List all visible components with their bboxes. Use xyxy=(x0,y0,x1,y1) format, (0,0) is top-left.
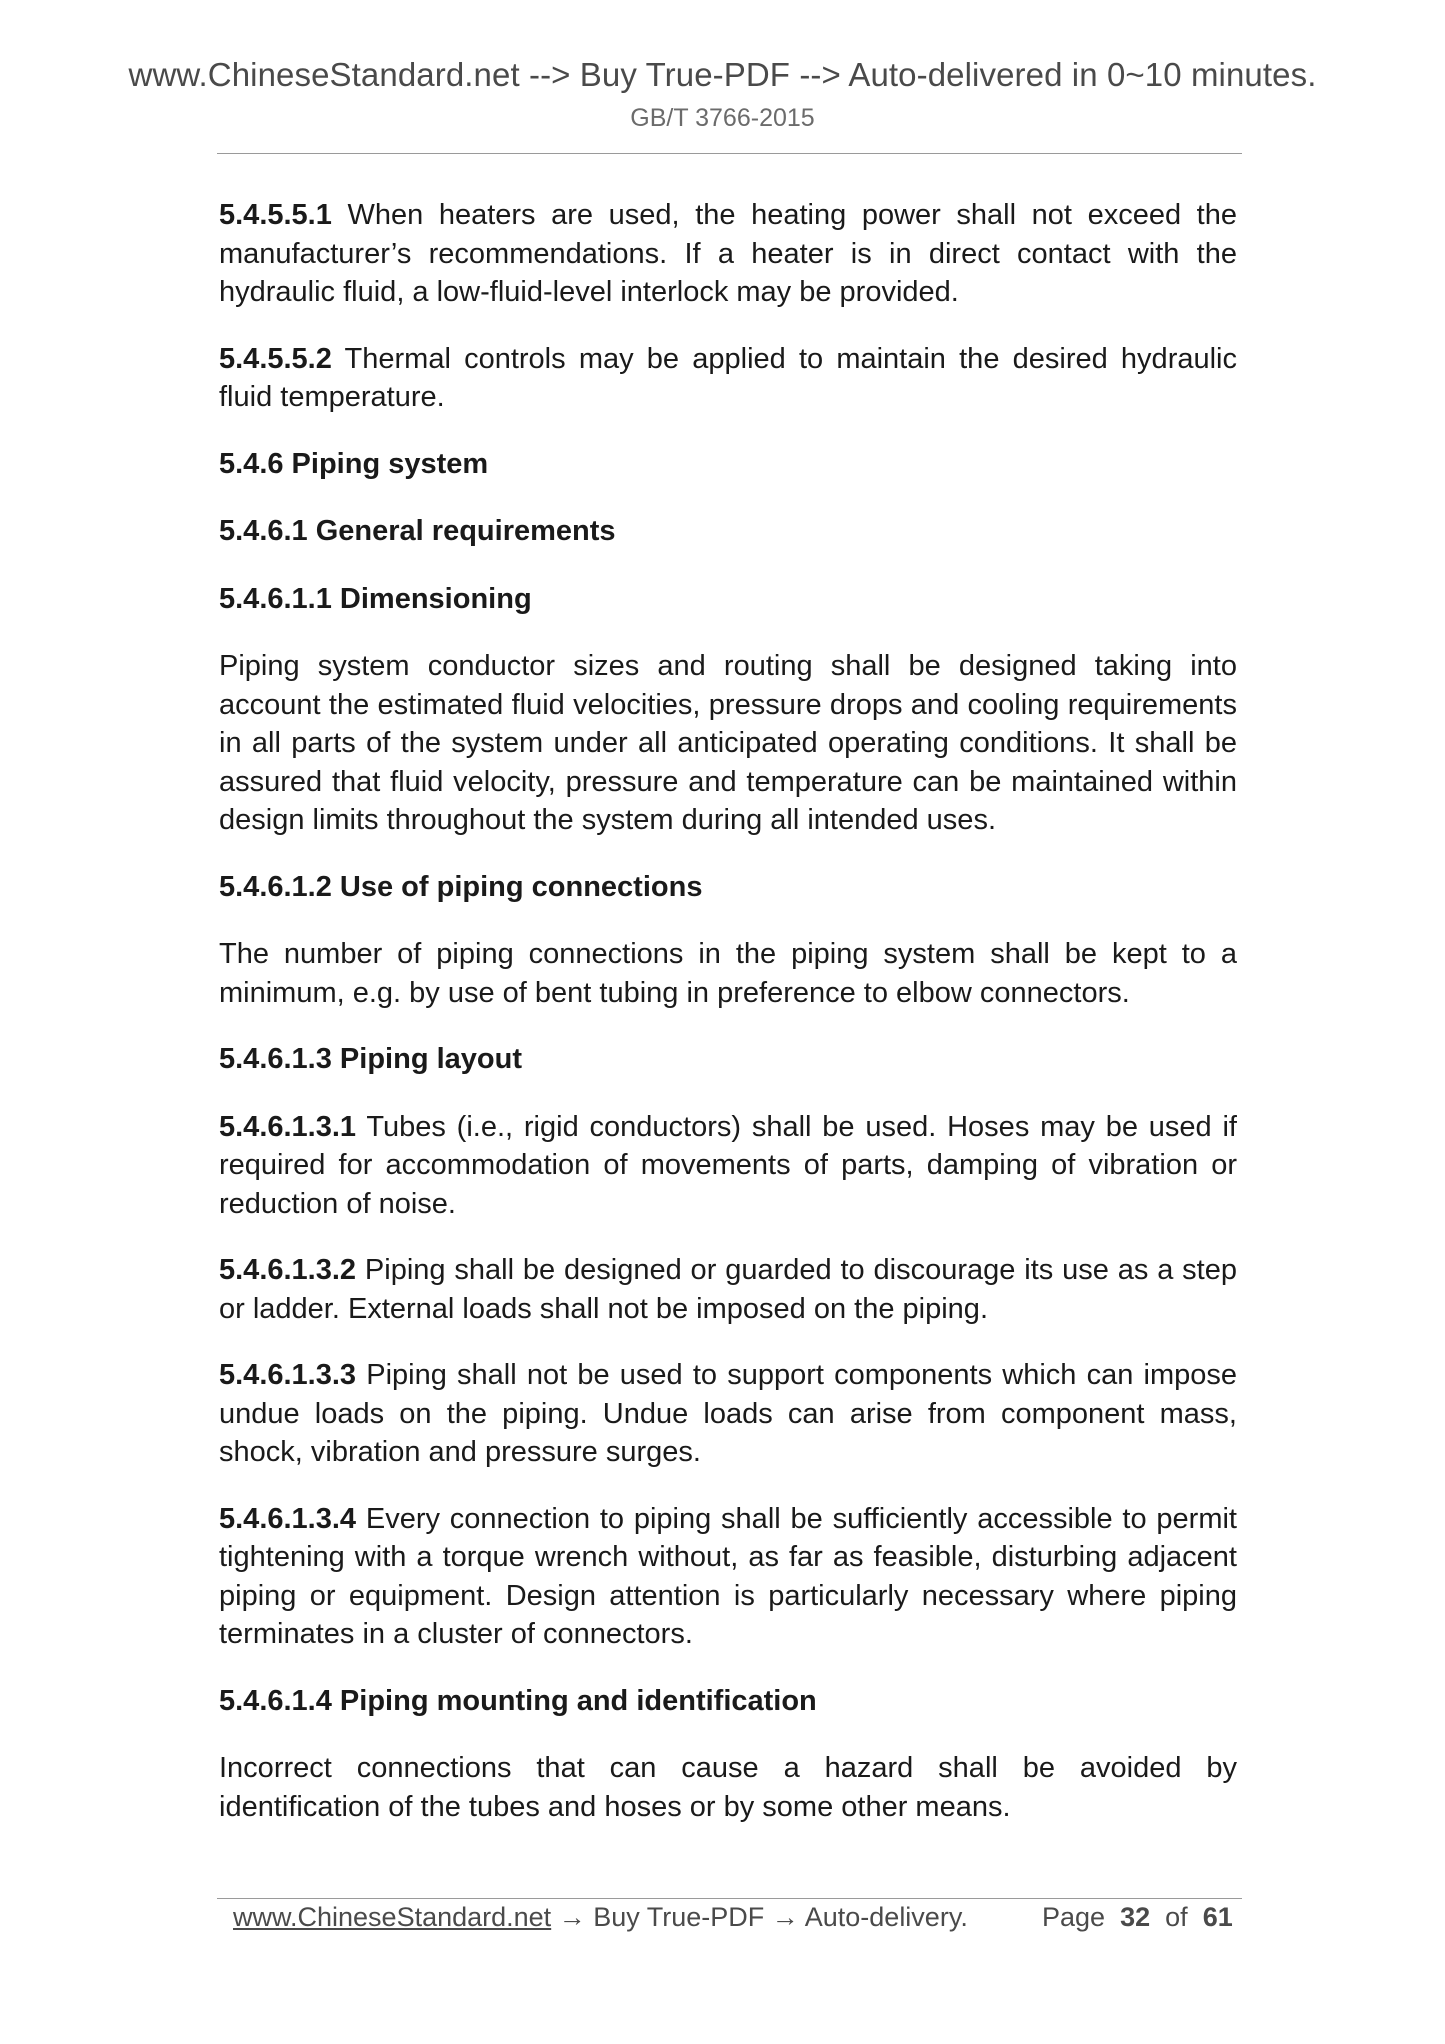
heading-general-requirements: 5.4.6.1 General requirements xyxy=(219,515,616,547)
clause-number: 5.4.6.1.3.3 xyxy=(219,1359,357,1391)
clause-5-4-5-5-1 xyxy=(219,196,1237,312)
clause-5-4-5-5-2 xyxy=(219,340,1237,417)
clause-text: Tubes (i.e., rigid conductors) shall be used. Hoses may be used if required for accommodation of movements of parts, damping of vibration or reduction of noise. xyxy=(219,1110,1237,1220)
clause-5-4-6-1-3-2 xyxy=(219,1251,1237,1328)
clause-number: 5.4.5.5.1 xyxy=(219,199,332,231)
clause-5-4-6-1-3-3 xyxy=(219,1356,1237,1472)
document-id: GB/T 3766-2015 xyxy=(630,104,815,132)
clause-text: Piping shall not be used to support components which can impose undue loads on the piping. Undue loads can arise from component mass, shock, vibration and pressure surges. xyxy=(219,1359,1237,1468)
heading-piping-system: 5.4.6 Piping system xyxy=(219,447,489,480)
clause-text: Every connection to piping shall be sufficiently accessible to permit tightening with a torque wrench without, as far as feasible, disturbing adjacent piping or equipment. Design attention is particularly necessary where piping terminates in a cluster of connectors. xyxy=(219,1502,1237,1650)
paragraph-dimensioning: Piping system conductor sizes and routing shall be designed taking into account the estimated fluid velocities, pressure drops and cooling requirements in all parts of the system under all anticipated operating conditions. It shall be assured that fluid velocity, pressure and temperature can be maintained within design limits throughout the system during all intended uses. xyxy=(219,650,1237,836)
clause-5-4-6-1-3-4 xyxy=(219,1500,1237,1654)
footer-promo-text: → Buy True-PDF → Auto-delivery. xyxy=(551,1902,968,1932)
page-total: 61 xyxy=(1202,1902,1233,1932)
clause-text: Piping shall be designed or guarded to discourage its use as a step or ladder. External loads shall not be imposed on the piping. xyxy=(219,1254,1237,1325)
page-current: 32 xyxy=(1120,1902,1151,1932)
clause-5-4-6-1-3-1 xyxy=(219,1108,1237,1224)
clause-number: 5.4.6.1.3.2 xyxy=(219,1254,357,1286)
page-indicator xyxy=(1042,1900,1233,1934)
footer-promo xyxy=(233,1900,968,1934)
clause-number: 5.4.5.5.2 xyxy=(219,342,332,375)
document-body xyxy=(219,196,1237,1826)
footer-site-link[interactable]: www.ChineseStandard.net xyxy=(233,1902,552,1932)
paragraph-piping-mounting: Incorrect connections that can cause a hazard shall be avoided by identification of the tubes and hoses or by some other means. xyxy=(219,1752,1237,1823)
heading-dimensioning: 5.4.6.1.1 Dimensioning xyxy=(219,582,532,615)
paragraph-use-of-piping-connections: The number of piping connections in the piping system shall be kept to a minimum, e.g. by use of bent tubing in preference to elbow connectors. xyxy=(219,938,1237,1009)
header-divider xyxy=(217,153,1242,154)
header-banner: www.ChineseStandard.net --> Buy True-PDF --> Auto-delivered in 0~10 minutes. xyxy=(128,56,1317,93)
heading-piping-layout: 5.4.6.1.3 Piping layout xyxy=(219,1043,522,1075)
of-label: of xyxy=(1165,1902,1188,1932)
clause-number: 5.4.6.1.3.1 xyxy=(219,1110,357,1143)
clause-number: 5.4.6.1.3.4 xyxy=(219,1502,357,1535)
clause-text: Thermal controls may be applied to maintain the desired hydraulic fluid temperature. xyxy=(219,342,1237,413)
heading-piping-mounting: 5.4.6.1.4 Piping mounting and identification xyxy=(219,1684,817,1717)
clause-text: When heaters are used, the heating power shall not exceed the manufacturer’s recommendations. If a heater is in direct contact with the hydraulic fluid, a low-fluid-level interlock may be provided. xyxy=(219,199,1237,308)
footer-divider xyxy=(217,1898,1242,1899)
heading-use-of-piping-connections: 5.4.6.1.2 Use of piping connections xyxy=(219,870,703,903)
page-label: Page xyxy=(1042,1902,1106,1932)
